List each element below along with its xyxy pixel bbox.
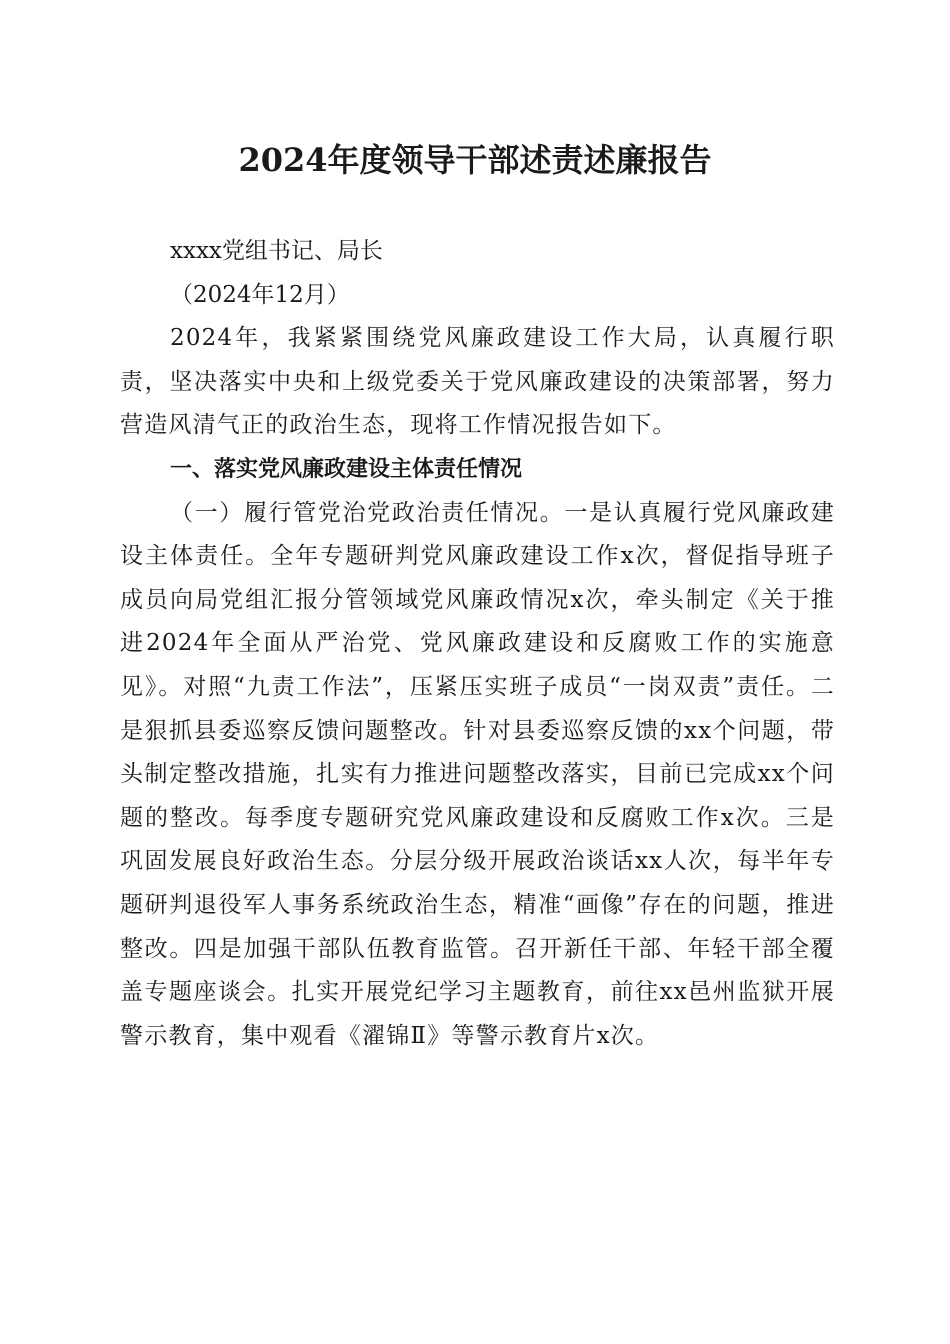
author-line: xxxx党组书记、局长: [170, 238, 383, 264]
document-title: 2024年度领导干部述责述廉报告: [238, 141, 712, 179]
document-body: [120, 230, 835, 1058]
date-line: （2024年12月）: [170, 281, 350, 308]
subsection-label: （一）履行管党治党政治责任情况。: [170, 499, 565, 526]
subsection-body: 一是认真履行党风廉政建设主体责任。全年专题研判党风廉政建设工作x次，督促指导班子成员向局党组汇报分管领域党风廉政情况x次，牵头制定《关于推进2024年全面从严治党、党风廉政建设和反腐败工作的实施意见》。对照“九责工作法”，压紧压实班子成员“一岗双责”责任。二是狠抓县委巡察反馈问题整改。针对县委巡察反馈的xx个问题，带头制定整改措施，扎实有力推进问题整改落实，目前已完成xx个问题的整改。每季度专题研究党风廉政建设和反腐败工作x次。三是巩固发展良好政治生态。分层分级开展政治谈话xx人次，每半年专题研判退役军人事务系统政治生态，精准“画像”存在的问题，推进整改。四是加强干部队伍教育监管。召开新任干部、年轻干部全覆盖专题座谈会。扎实开展党纪学习主题教育，前往xx邑州监狱开展警示教育，集中观看《濯锦Ⅱ》等警示教育片x次。: [120, 499, 836, 1049]
section-heading: 一、落实党风廉政建设主体责任情况: [170, 456, 523, 482]
intro-paragraph: 2024年，我紧紧围绕党风廉政建设工作大局，认真履行职责，坚决落实中央和上级党委关于党风廉政建设的决策部署，努力营造风清气正的政治生态，现将工作情况报告如下。: [120, 325, 835, 439]
subsection-paragraph: [120, 492, 835, 1059]
